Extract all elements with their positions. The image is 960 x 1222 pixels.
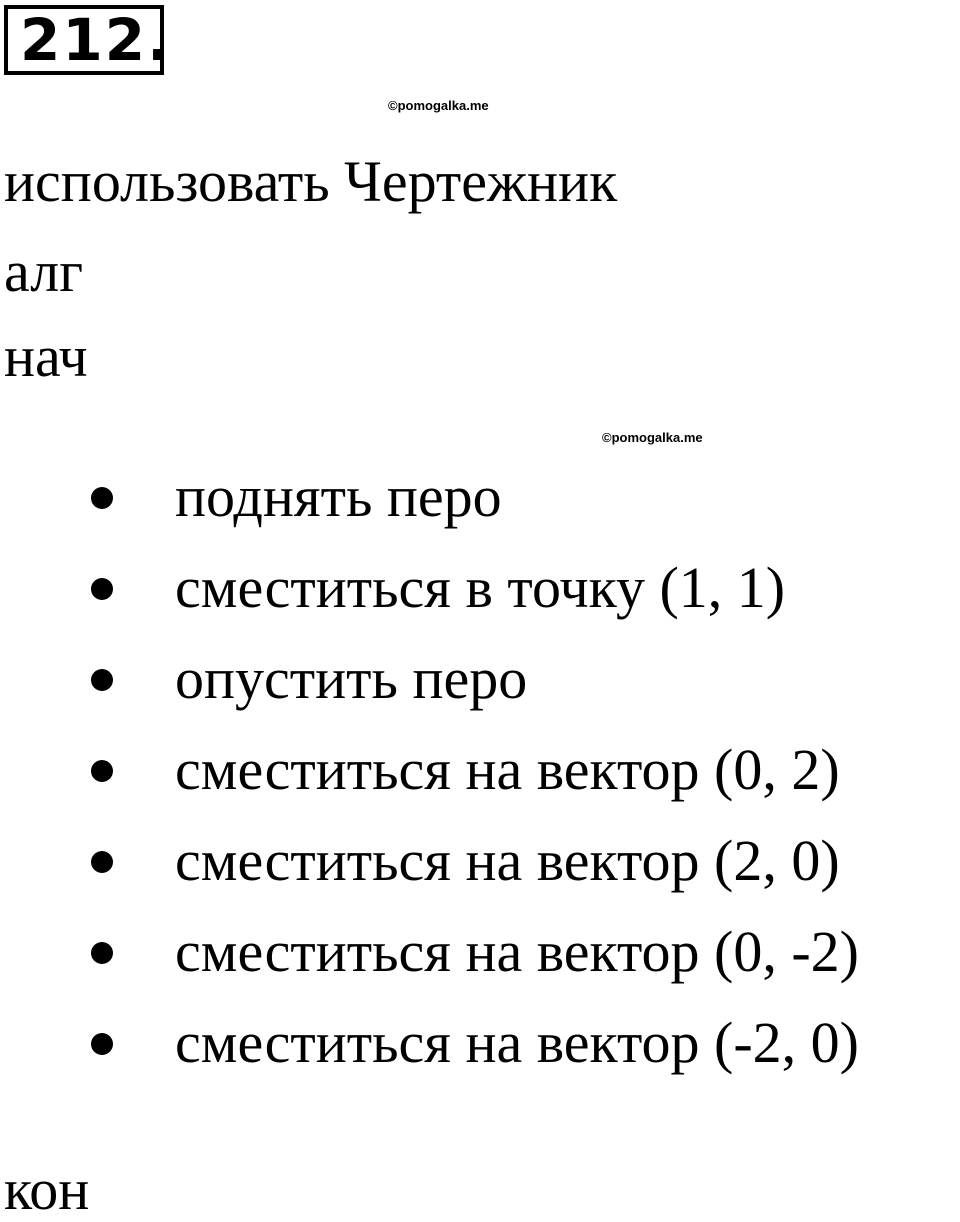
- bullet-icon: [91, 760, 113, 782]
- command-text: сместиться на вектор (0, -2): [175, 919, 859, 984]
- begin-keyword: нач: [4, 324, 88, 389]
- task-number: 212.: [4, 5, 164, 75]
- command-text: сместиться на вектор (0, 2): [175, 737, 840, 802]
- watermark: ©pomogalka.me: [388, 98, 489, 113]
- use-drawer-line: использовать Чертежник: [4, 149, 618, 214]
- command-text: сместиться на вектор (-2, 0): [175, 1010, 859, 1075]
- alg-keyword: алг: [4, 239, 83, 304]
- bullet-icon: [91, 669, 113, 691]
- command-text: опустить перо: [175, 646, 528, 711]
- command-text: сместиться на вектор (2, 0): [175, 828, 840, 893]
- bullet-icon: [91, 942, 113, 964]
- bullet-icon: [91, 578, 113, 600]
- watermark: ©pomogalka.me: [602, 430, 703, 445]
- bullet-icon: [91, 487, 113, 509]
- command-text: поднять перо: [175, 464, 502, 529]
- end-keyword: кон: [4, 1157, 90, 1222]
- bullet-icon: [91, 1033, 113, 1055]
- command-text: сместиться в точку (1, 1): [175, 555, 786, 620]
- bullet-icon: [91, 851, 113, 873]
